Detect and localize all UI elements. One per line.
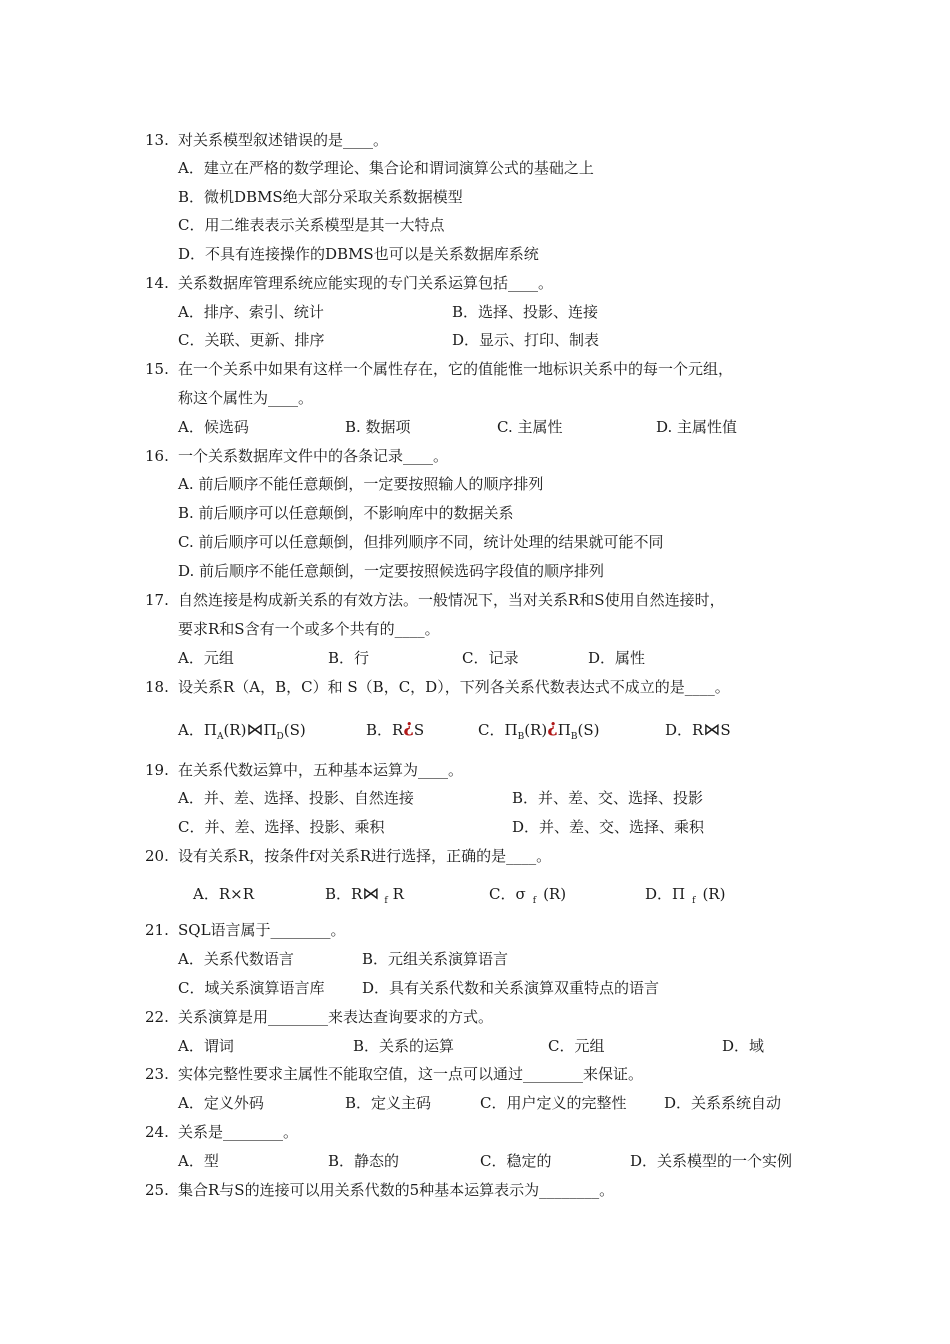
unknown-symbol-icon: ¿ [547,716,558,737]
question-stem: 23. 实体完整性要求主属性不能取空值，这一点可以通过________来保证。 [145,1065,644,1083]
question-stem: 13. 对关系模型叙述错误的是____。 [145,131,389,149]
option-a: A．$\Pi_A(R)⋈\Pi_D(S)$ [178,720,306,742]
option-d: D．显示、打印、制表 [452,331,600,349]
option-b: B．静态的 [328,1152,400,1170]
question-stem: 25. 集合R与S的连接可以用关系代数的5种基本运算表示为________。 [145,1181,615,1199]
option-d: D．并、差、交、选择、乘积 [512,818,705,836]
option-c: C．并、差、选择、投影、乘积 [178,818,385,836]
option-b: B．并、差、交、选择、投影 [512,789,704,807]
question-stem: 14. 关系数据库管理系统应能实现的专门关系运算包括____。 [145,274,554,292]
option-c: C. 前后顺序可以任意颠倒，但排列顺序不同，统计处理的结果就可能不同 [178,533,664,551]
option-a: A．关系代数语言 [178,950,294,968]
option-c: C．记录 [462,649,519,667]
option-c: C．域关系演算语言库 [178,979,325,997]
option-c: C．稳定的 [480,1152,552,1170]
question-stem: 15. 在一个关系中如果有这样一个属性存在，它的值能惟一地标识关系中的每一个元组， [145,360,734,378]
option-b: B. 前后顺序可以任意颠倒，不影响库中的数据关系 [178,504,514,522]
option-c: C．$\Pi_B(R)¿\Pi_B(S)$ [478,716,600,742]
natural-join-icon: ⋈ [362,884,380,904]
question-stem: 18. 设关系R（A，B，C）和 S（B，C，D），下列各关系代数表达式不成立的是____。 [145,678,730,696]
question-stem: 24. 关系是________。 [145,1123,299,1141]
option-a: A．元组 [178,649,234,667]
question-stem: 17. 自然连接是构成新关系的有效方法。一般情况下，当对关系R和S使用自然连接时， [145,591,725,609]
option-a: A．并、差、选择、投影、自然连接 [178,789,414,807]
option-d: D. 主属性值 [656,418,738,436]
option-a: A．排序、索引、统计 [178,303,324,321]
question-stem-continued: 称这个属性为____。 [178,389,314,407]
question-stem: 16. 一个关系数据库文件中的各条记录____。 [145,447,449,465]
option-a: A．建立在严格的数学理论、集合论和谓词演算公式的基础之上 [178,159,594,177]
option-a: A．谓词 [178,1037,234,1055]
option-b: B. 数据项 [345,418,411,436]
question-stem: 21. SQL语言属于________。 [145,921,346,939]
option-d: D．不具有连接操作的DBMS也可以是关系数据库系统 [178,245,539,263]
option-a: A．定义外码 [178,1094,264,1112]
option-c: C．用二维表表示关系模型是其一大特点 [178,216,445,234]
option-d: D．R⋈S [665,720,731,740]
question-stem-continued: 要求R和S含有一个或多个共有的____。 [178,620,440,638]
option-a: A．R×R [193,885,254,903]
option-b: B．R⋈ $_f$ R [325,884,404,906]
option-b: B．R¿S [366,716,425,739]
option-a: A．型 [178,1152,219,1170]
option-d: D．关系系统自动 [664,1094,782,1112]
option-a: A. 前后顺序不能任意颠倒，一定要按照输人的顺序排列 [178,475,544,493]
option-d: D．属性 [588,649,646,667]
question-stem: 19. 在关系代数运算中，五种基本运算为____。 [145,761,464,779]
option-d: D．域 [722,1037,765,1055]
option-d: D．具有关系代数和关系演算双重特点的语言 [362,979,660,997]
option-c: C. 主属性 [497,418,563,436]
option-b: B．关系的运算 [353,1037,455,1055]
unknown-symbol-icon: ¿ [403,716,414,737]
option-c: C．用户定义的完整性 [480,1094,627,1112]
question-stem: 20. 设有关系R，按条件f对关系R进行选择，正确的是____。 [145,847,552,865]
option-d: D. 前后顺序不能任意颠倒，一定要按照候选码字段值的顺序排列 [178,562,605,580]
option-c: C．元组 [548,1037,605,1055]
option-b: B．微机DBMS绝大部分采取关系数据模型 [178,188,463,206]
option-d: D．关系模型的一个实例 [630,1152,793,1170]
question-stem: 22. 关系演算是用________来表达查询要求的方式。 [145,1008,494,1026]
option-c: C．σ $_f$ (R) [489,885,567,906]
option-b: B．选择、投影、连接 [452,303,599,321]
natural-join-icon: ⋈ [246,720,264,740]
option-a: A．候选码 [178,418,249,436]
option-b: B．元组关系演算语言 [362,950,509,968]
option-c: C．关联、更新、排序 [178,331,325,349]
option-b: B．定义主码 [345,1094,432,1112]
option-d: D．Π $_f$ (R) [645,885,726,906]
natural-join-icon: ⋈ [703,720,721,740]
option-b: B．行 [328,649,370,667]
